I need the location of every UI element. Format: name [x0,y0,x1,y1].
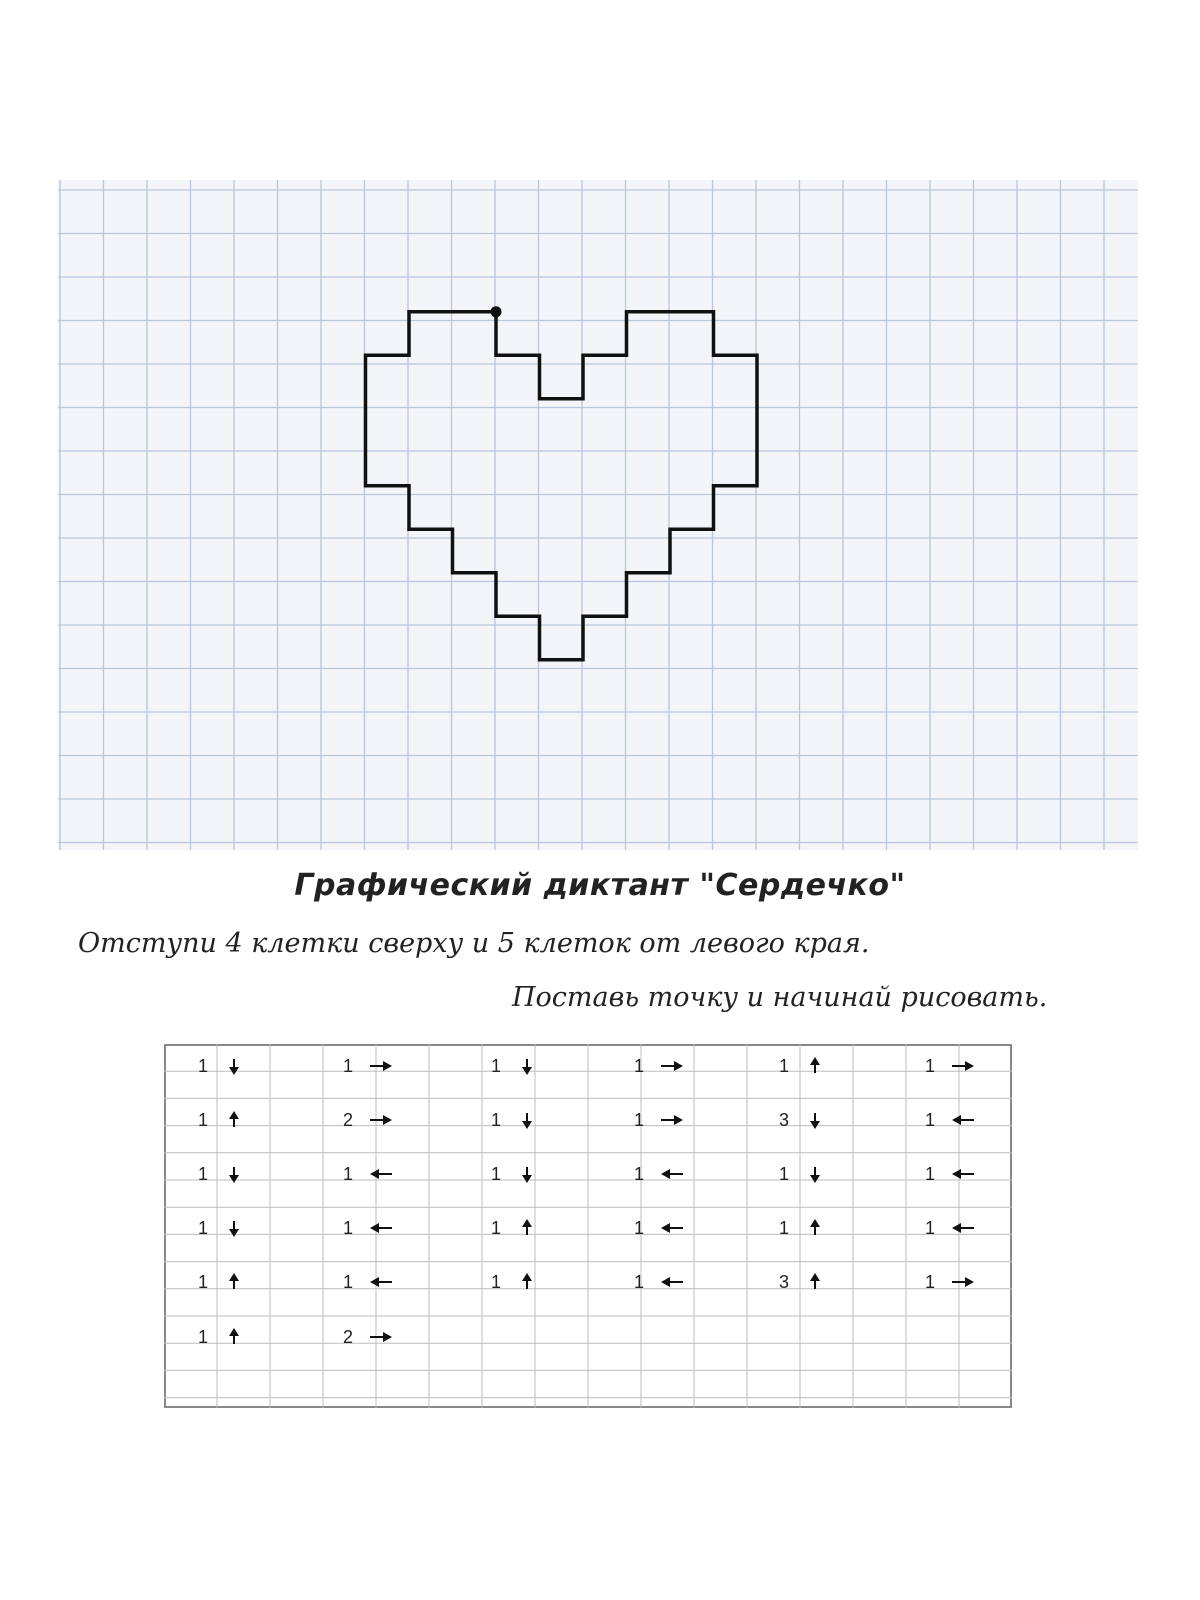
step-count: 1 [197,1056,208,1076]
step-count: 1 [924,1164,935,1184]
step-count: 1 [197,1327,208,1347]
step-count: 1 [778,1056,789,1076]
dictation-grid [164,1044,1012,1408]
step-count: 1 [778,1164,789,1184]
step-count: 1 [924,1056,935,1076]
step-count: 2 [342,1110,353,1130]
step-count: 1 [633,1110,644,1130]
step-count: 1 [342,1272,353,1292]
step-count: 1 [924,1110,935,1130]
step-count: 1 [197,1110,208,1130]
step-count: 3 [778,1272,789,1292]
step-count: 1 [197,1218,208,1238]
step-count: 1 [633,1056,644,1076]
step-count: 1 [924,1218,935,1238]
start-dot [491,306,502,317]
graph-paper-canvas [58,180,1138,850]
step-count: 1 [197,1164,208,1184]
step-count: 1 [342,1164,353,1184]
step-count: 1 [778,1218,789,1238]
instruction-line-2: Поставь точку и начинай рисовать. [512,982,1048,1013]
step-count: 1 [342,1056,353,1076]
step-count: 1 [924,1272,935,1292]
step-count: 1 [490,1110,501,1130]
step-count: 1 [342,1218,353,1238]
step-count: 1 [490,1218,501,1238]
step-count: 3 [778,1110,789,1130]
step-count: 1 [633,1164,644,1184]
step-count: 2 [342,1327,353,1347]
step-count: 1 [633,1218,644,1238]
step-count: 1 [490,1056,501,1076]
dictation-table [164,1044,1012,1408]
step-count: 1 [490,1272,501,1292]
step-count: 1 [633,1272,644,1292]
heart-drawing [58,180,1138,850]
instruction-line-1: Отступи 4 клетки сверху и 5 клеток от левого края. [78,928,870,959]
step-count: 1 [490,1164,501,1184]
worksheet-title: Графический диктант "Сердечко" [294,868,906,903]
step-count: 1 [197,1272,208,1292]
